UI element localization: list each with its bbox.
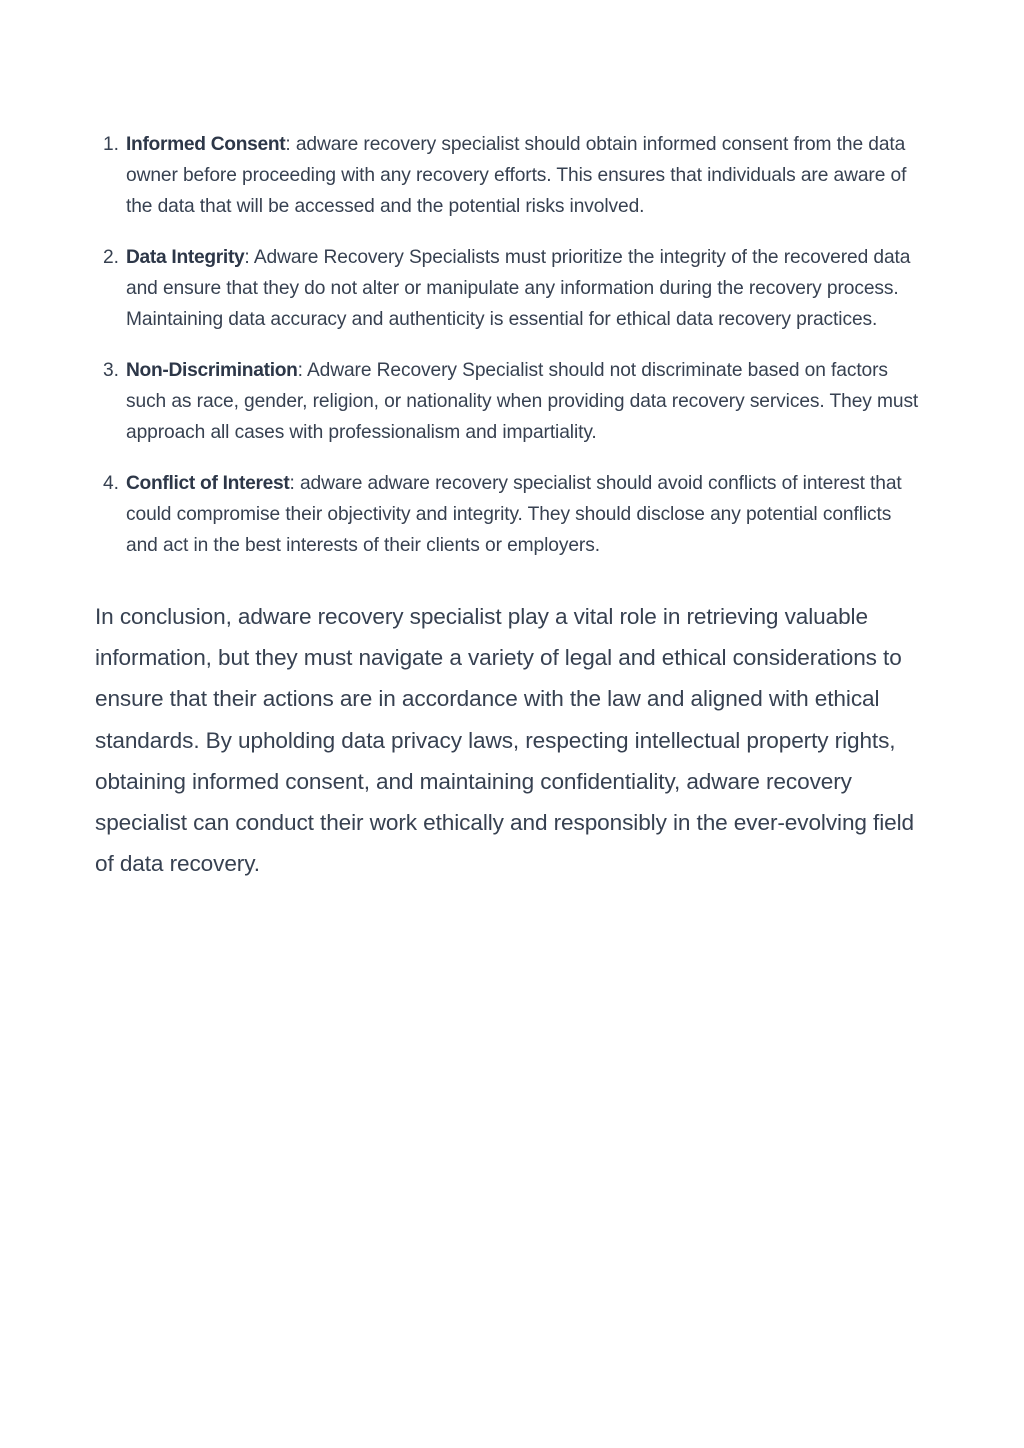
ethical-considerations-list [95, 129, 927, 561]
conclusion-paragraph: In conclusion, adware recovery specialist play a vital role in retrieving valuable information, but they must navigate a variety of legal and ethical considerations to ensure that their actions are in accordance with the law and aligned with ethical standards. By upholding data privacy laws, respecting intellectual property rights, obtaining informed consent, and maintaining confidentiality, adware recovery specialist can conduct their work ethically and responsibly in the ever-evolving field of data recovery. [95, 604, 915, 877]
page-content [95, 129, 927, 884]
list-item [95, 355, 927, 448]
list-item-term: Data Integrity [126, 247, 245, 268]
list-item-term: Conflict of Interest [126, 473, 290, 494]
list-item-text: : Adware Recovery Specialists must prioritize the integrity of the recovered data and ensure that they do not alter or manipulate any information during the recovery process. Maintaining data accuracy and authenticity is essential for ethical data recovery practices. [126, 247, 911, 330]
list-item [95, 468, 927, 561]
list-item [95, 129, 927, 222]
list-item-text: : adware adware recovery specialist should avoid conflicts of interest that could compromise their objectivity and integrity. They should disclose any potential conflicts and act in the best interests of their clients or employers. [126, 473, 902, 556]
list-item-number: 2. [103, 247, 119, 268]
list-item-number: 1. [103, 134, 119, 155]
list-item-term: Informed Consent [126, 134, 286, 155]
list-item-number: 4. [103, 473, 119, 494]
list-item-number: 3. [103, 360, 119, 381]
list-item [95, 242, 927, 335]
list-item-term: Non-Discrimination [126, 360, 298, 381]
list-item-text: : Adware Recovery Specialist should not discriminate based on factors such as race, gender, religion, or nationality when providing data recovery services. They must approach all cases with professionalism and impartiality. [126, 360, 919, 443]
list-item-text: : adware recovery specialist should obtain informed consent from the data owner before proceeding with any recovery efforts. This ensures that individuals are aware of the data that will be accessed and the potential risks involved. [126, 134, 907, 217]
